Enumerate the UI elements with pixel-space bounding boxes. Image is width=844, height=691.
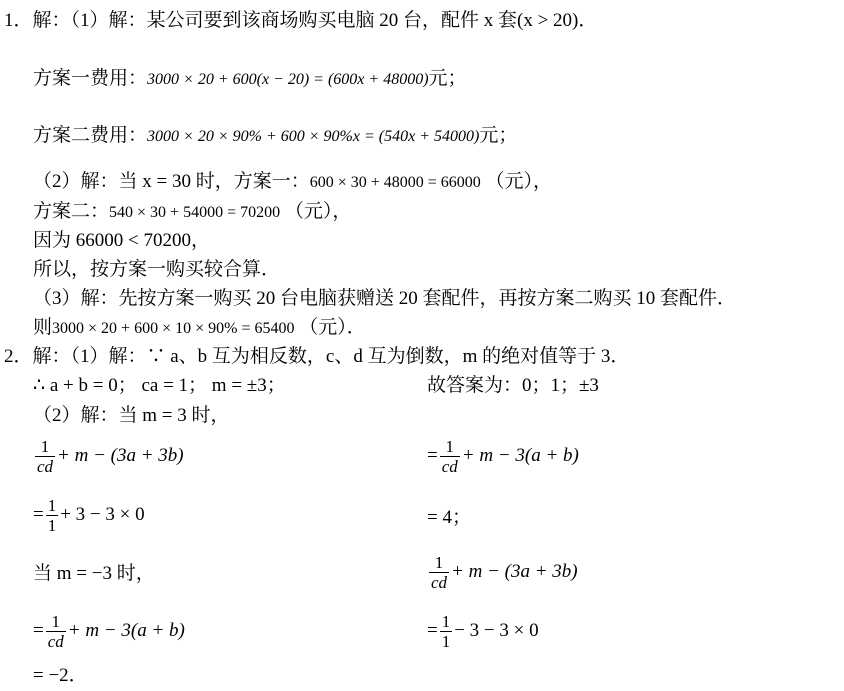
fraction-1-over-1: $\frac{1}{1}$	[441, 612, 451, 651]
p1-plan2-cost-tail: （元），	[284, 201, 352, 222]
p1-total-text: 则	[33, 317, 53, 338]
p2-row2-left-expr: + 3 − 3 × 0	[60, 503, 145, 525]
fraction-1-over-cd: $\frac{1}{cd}$	[441, 437, 458, 476]
p1-plan1-expr: 3000 × 20 + 600(x − 20) = (600x + 48000)	[147, 71, 429, 88]
p2-line-1: 2．解：（1）解：∵ a、b 互为相反数，c、d 互为倒数，m 的绝对值等于 3．	[4, 346, 630, 367]
p2-row1-left	[33, 437, 184, 476]
p2-row1-right: = $\frac{1}{cd}$ + m − 3(a + b)	[427, 437, 579, 476]
p2-row4-right-expr: − 3 − 3 × 0	[454, 619, 539, 641]
fraction-1-over-1: $\frac{1}{1}$	[47, 496, 57, 535]
p1-plan2-cost-line	[33, 200, 351, 225]
p1-plan2-cost-expr: 540 × 30 + 54000 = 70200	[109, 204, 281, 221]
p1-total-expr: 3000 × 20 + 600 × 10 × 90% = 65400	[52, 320, 295, 337]
p2-row2-left: = $\frac{1}{1}$ + 3 − 3 × 0	[33, 496, 145, 535]
p2-line-2-right: 故答案为：0；1；±3	[427, 375, 599, 396]
p2-line-2-left: ∴ a + b = 0； ca = 1； m = ±3；	[33, 375, 286, 396]
p1-total-line	[33, 316, 366, 341]
p2-part2-line: （2）解：当 m = 3 时，	[33, 405, 230, 426]
p1-part2-text: （2）解：当 x = 30 时，方案一：	[33, 171, 310, 192]
p1-plan2-expr: 3000 × 20 × 90% + 600 × 90%x = (540x + 54000)	[147, 128, 480, 145]
p1-part2-expr: 600 × 30 + 48000 = 66000	[309, 174, 481, 191]
p1-so-line: 所以，按方案一购买较合算．	[33, 259, 281, 280]
p2-row3-right-expr: + m − (3a + 3b)	[451, 560, 578, 582]
p1-because-line: 因为 66000 < 70200，	[33, 230, 210, 251]
p2-row1-left-expr: + m − (3a + 3b)	[57, 444, 184, 466]
p1-plan1-unit: 元；	[428, 68, 467, 89]
p1-plan2-cost-text: 方案二：	[33, 201, 110, 222]
p1-part2-line	[33, 170, 552, 195]
p2-row4-right: = $\frac{1}{1}$ − 3 − 3 × 0	[427, 612, 539, 651]
p1-plan2-line	[33, 124, 517, 149]
p1-line-1: 1．解：（1）解：某公司要到该商场购买电脑 20 台，配件 x 套(x > 20)．	[4, 10, 598, 31]
p1-part3-line: （3）解：先按方案一购买 20 台电脑获赠送 20 套配件，再按方案二购买 10 套配件．	[33, 288, 737, 309]
p2-row3-left: 当 m = −3 时，	[33, 563, 155, 584]
p1-part2-tail: （元），	[485, 171, 553, 192]
p2-row2-right: = 4；	[427, 507, 471, 528]
p2-row3-right	[427, 553, 578, 592]
p2-row1-right-expr: + m − 3(a + b)	[461, 444, 579, 466]
p1-plan2-label: 方案二费用：	[33, 125, 148, 146]
p1-plan2-unit: 元；	[479, 125, 518, 146]
p2-row4-left: = $\frac{1}{cd}$ + m − 3(a + b)	[33, 612, 185, 651]
p1-plan1-line	[33, 67, 467, 92]
fraction-1-over-cd: $\frac{1}{cd}$	[431, 553, 448, 592]
fraction-1-over-cd: $\frac{1}{cd}$	[37, 437, 54, 476]
p2-row4-left-expr: + m − 3(a + b)	[67, 619, 185, 641]
fraction-1-over-cd: $\frac{1}{cd}$	[47, 612, 64, 651]
p1-total-tail: （元）．	[299, 317, 366, 338]
p2-row5-left: = −2．	[33, 665, 88, 686]
p1-plan1-label: 方案一费用：	[33, 68, 148, 89]
